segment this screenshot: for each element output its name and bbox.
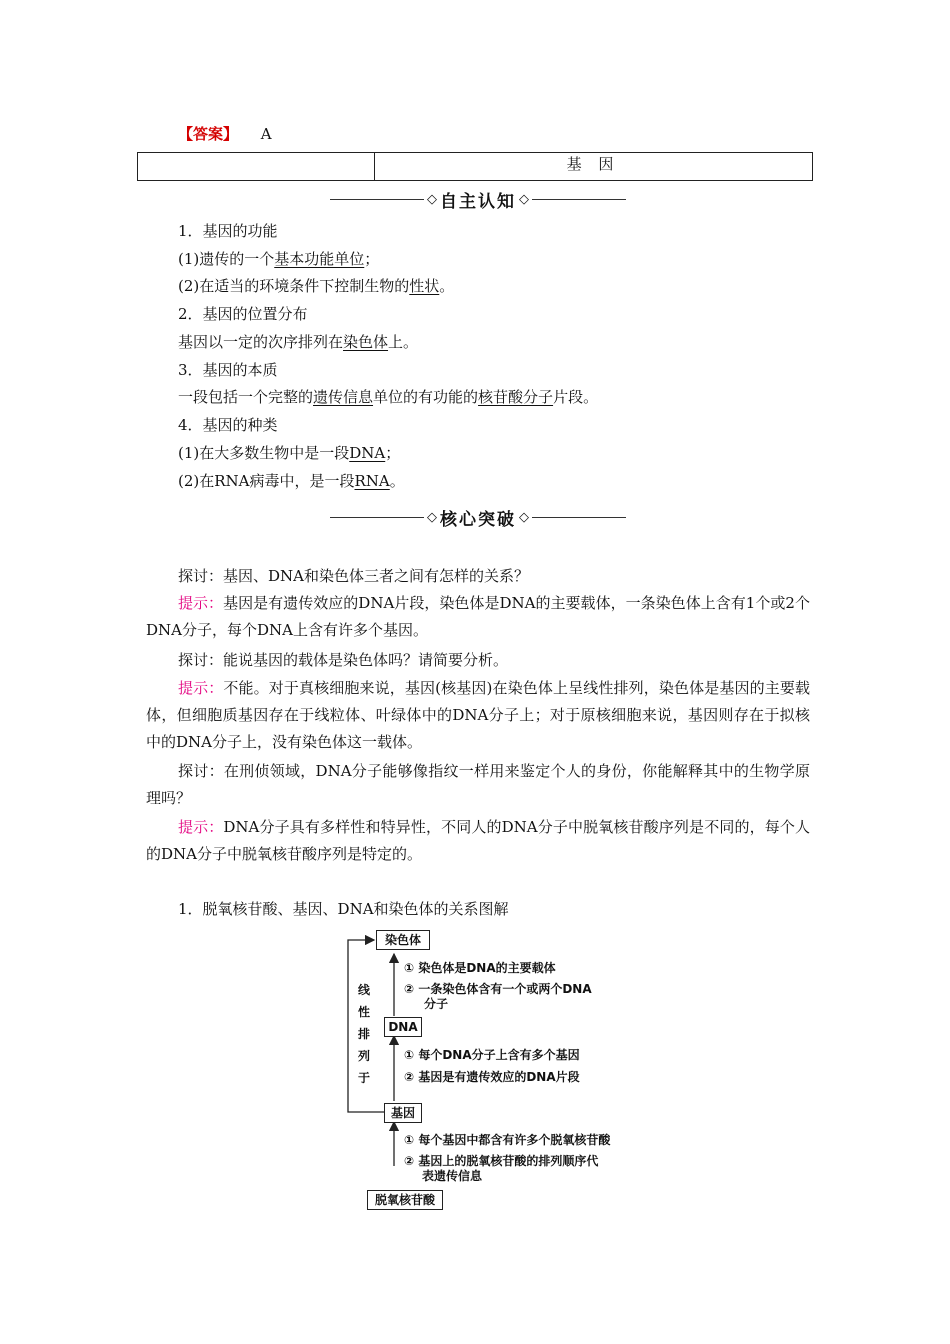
banner-rule-left: [330, 199, 424, 200]
banner-rule-left: [330, 517, 424, 518]
section-title: 核心突破: [440, 509, 516, 530]
box-nucleotide: 脱氧核苷酸: [367, 1190, 443, 1210]
item1-heading: 1．基因的功能: [178, 222, 278, 240]
note-6a: ② 基因上的脱氧核苷酸的排列顺序代: [404, 1154, 599, 1168]
note-6b: 表遗传信息: [422, 1169, 483, 1183]
note-2b: 分子: [424, 997, 449, 1011]
section-banner-core: [330, 505, 626, 529]
box-chromosome: 染色体: [376, 930, 430, 950]
topic-cell-right: 基 因: [566, 155, 620, 173]
question-1: 探讨：基因、DNA和染色体三者之间有怎样的关系？: [178, 567, 529, 585]
box-dna: DNA: [384, 1017, 422, 1037]
answer-value: A: [260, 125, 272, 143]
answer-3: 提示：DNA分子具有多样性和特异性，不同人的DNA分子中脱氧核苷酸序列是不同的，每个人的DNA分子中脱氧核苷酸序列是特定的。: [146, 818, 810, 863]
relationship-diagram: [340, 925, 640, 1215]
answer-2: 提示：不能。对于真核细胞来说，基因(核基因)在染色体上呈线性排列，染色体是基因的主要载体，但细胞质基因存在于线粒体、叶绿体中的DNA分子上；对于原核细胞来说，基因则存在于拟核中的DNA分子上，没有染色体这一载体。: [146, 679, 810, 751]
side-label: 线 性 排 列 于: [357, 983, 370, 1085]
item2-line1: 基因以一定的次序排列在染色体上。: [178, 333, 419, 351]
item2-heading: 2．基因的位置分布: [178, 305, 308, 323]
banner-rule-right: [532, 199, 626, 200]
answer-label: 【答案】: [178, 125, 239, 143]
section-title: 自主认知: [440, 191, 516, 212]
note-2a: ② 一条染色体含有一个或两个DNA: [404, 982, 592, 996]
diamond-icon: ◇: [519, 509, 529, 525]
diamond-icon: ◇: [519, 191, 529, 207]
note-3: ① 每个DNA分子上含有多个基因: [404, 1048, 580, 1062]
note-4: ② 基因是有遗传效应的DNA片段: [404, 1070, 580, 1084]
box-gene: 基因: [384, 1103, 422, 1123]
question-3: 探讨：在刑侦领域，DNA分子能够像指纹一样用来鉴定个人的身份，你能解释其中的生物学原理吗？: [146, 762, 810, 807]
item3-heading: 3．基因的本质: [178, 361, 278, 379]
item4-heading: 4．基因的种类: [178, 416, 278, 434]
note-1: ① 染色体是DNA的主要载体: [404, 961, 556, 975]
topic-table: [137, 152, 813, 181]
diamond-icon: ◇: [427, 191, 437, 207]
diagram-heading: 1．脱氧核苷酸、基因、DNA和染色体的关系图解: [178, 900, 509, 918]
note-5: ① 每个基因中都含有许多个脱氧核苷酸: [404, 1133, 611, 1147]
item4-line2: (2)在RNA病毒中，是一段RNA。: [178, 472, 405, 490]
topic-cell-left: [138, 153, 375, 180]
question-2: 探讨：能说基因的载体是染色体吗？请简要分析。: [178, 651, 509, 669]
answer-1: 提示：基因是有遗传效应的DNA片段，染色体是DNA的主要载体，一条染色体上含有1个或2个DNA分子，每个DNA上含有许多个基因。: [146, 594, 810, 639]
item4-line1: (1)在大多数生物中是一段DNA；: [178, 444, 401, 462]
item1-line1: (1)遗传的一个基本功能单位；: [178, 250, 380, 268]
answer-line: [178, 124, 272, 144]
item1-line2: (2)在适当的环境条件下控制生物的性状。: [178, 277, 455, 295]
diamond-icon: ◇: [427, 509, 437, 525]
banner-rule-right: [532, 517, 626, 518]
item3-line1: 一段包括一个完整的遗传信息单位的有功能的核苷酸分子片段。: [178, 388, 599, 406]
section-banner-self-study: [330, 187, 626, 211]
